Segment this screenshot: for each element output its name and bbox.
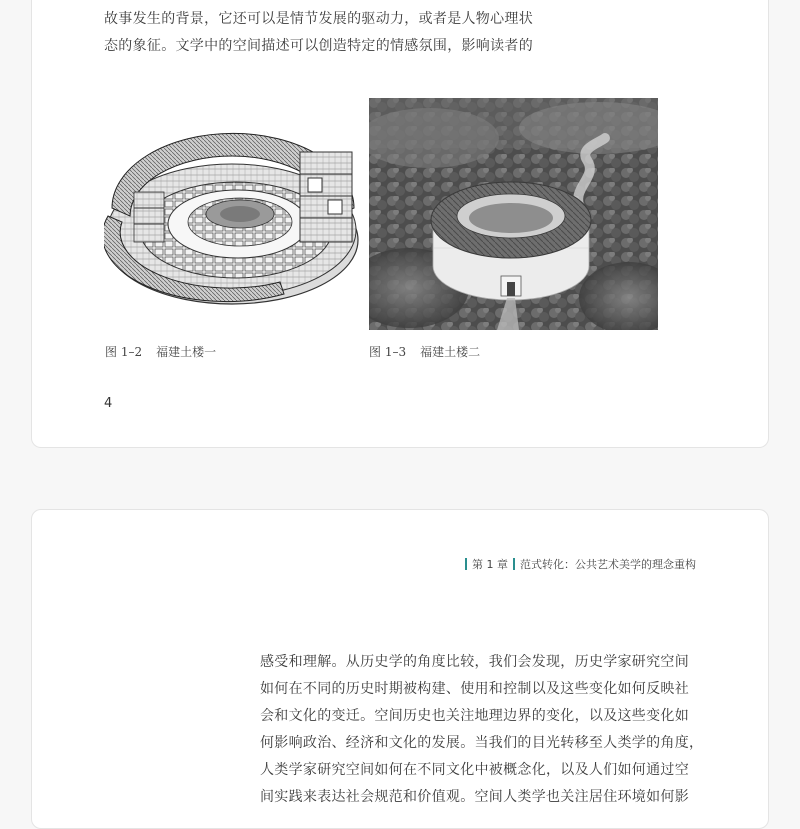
text-line: 间实践来表达社会规范和价值观。空间人类学也关注居住环境如何影: [260, 789, 689, 805]
figure-caption: [105, 343, 216, 360]
text-line: 态的象征。文学中的空间描述可以创造特定的情感氛围，影响读者的: [104, 38, 533, 54]
tulou-illustration-image: [104, 112, 362, 312]
header-accent-bar: [465, 558, 467, 570]
running-header: [465, 556, 696, 572]
tulou-photo-image: [369, 98, 658, 330]
figure-number: 图 1–2: [105, 345, 143, 359]
figure-caption-text: 福建土楼一: [156, 345, 217, 359]
figure-caption-text: 福建土楼二: [420, 345, 481, 359]
body-paragraph: [104, 6, 584, 60]
text-line: 故事发生的背景，它还可以是情节发展的驱动力，或者是人物心理状: [104, 11, 533, 27]
document-page-top: [31, 0, 769, 448]
header-accent-bar: [513, 558, 515, 570]
text-line: 如何在不同的历史时期被构建、使用和控制以及这些变化如何反映社: [260, 681, 689, 697]
text-line: 何影响政治、经济和文化的发展。当我们的目光转移至人类学的角度，: [260, 735, 704, 751]
chapter-label: 第 1 章: [472, 558, 508, 571]
text-line: 会和文化的变迁。空间历史也关注地理边界的变化，以及这些变化如: [260, 708, 689, 724]
chapter-title: 范式转化：公共艺术美学的理念重构: [520, 558, 696, 571]
page-number: 4: [104, 396, 113, 411]
body-paragraph: [260, 649, 704, 811]
document-page-bottom: [31, 509, 769, 829]
figure-caption: [369, 343, 480, 360]
figure-number: 图 1–3: [369, 345, 407, 359]
text-line: 感受和理解。从历史学的角度比较，我们会发现，历史学家研究空间: [260, 654, 689, 670]
text-line: 人类学家研究空间如何在不同文化中被概念化，以及人们如何通过空: [260, 762, 689, 778]
figure-tulou-photo: [369, 98, 658, 330]
figure-tulou-illustration: [104, 112, 362, 312]
